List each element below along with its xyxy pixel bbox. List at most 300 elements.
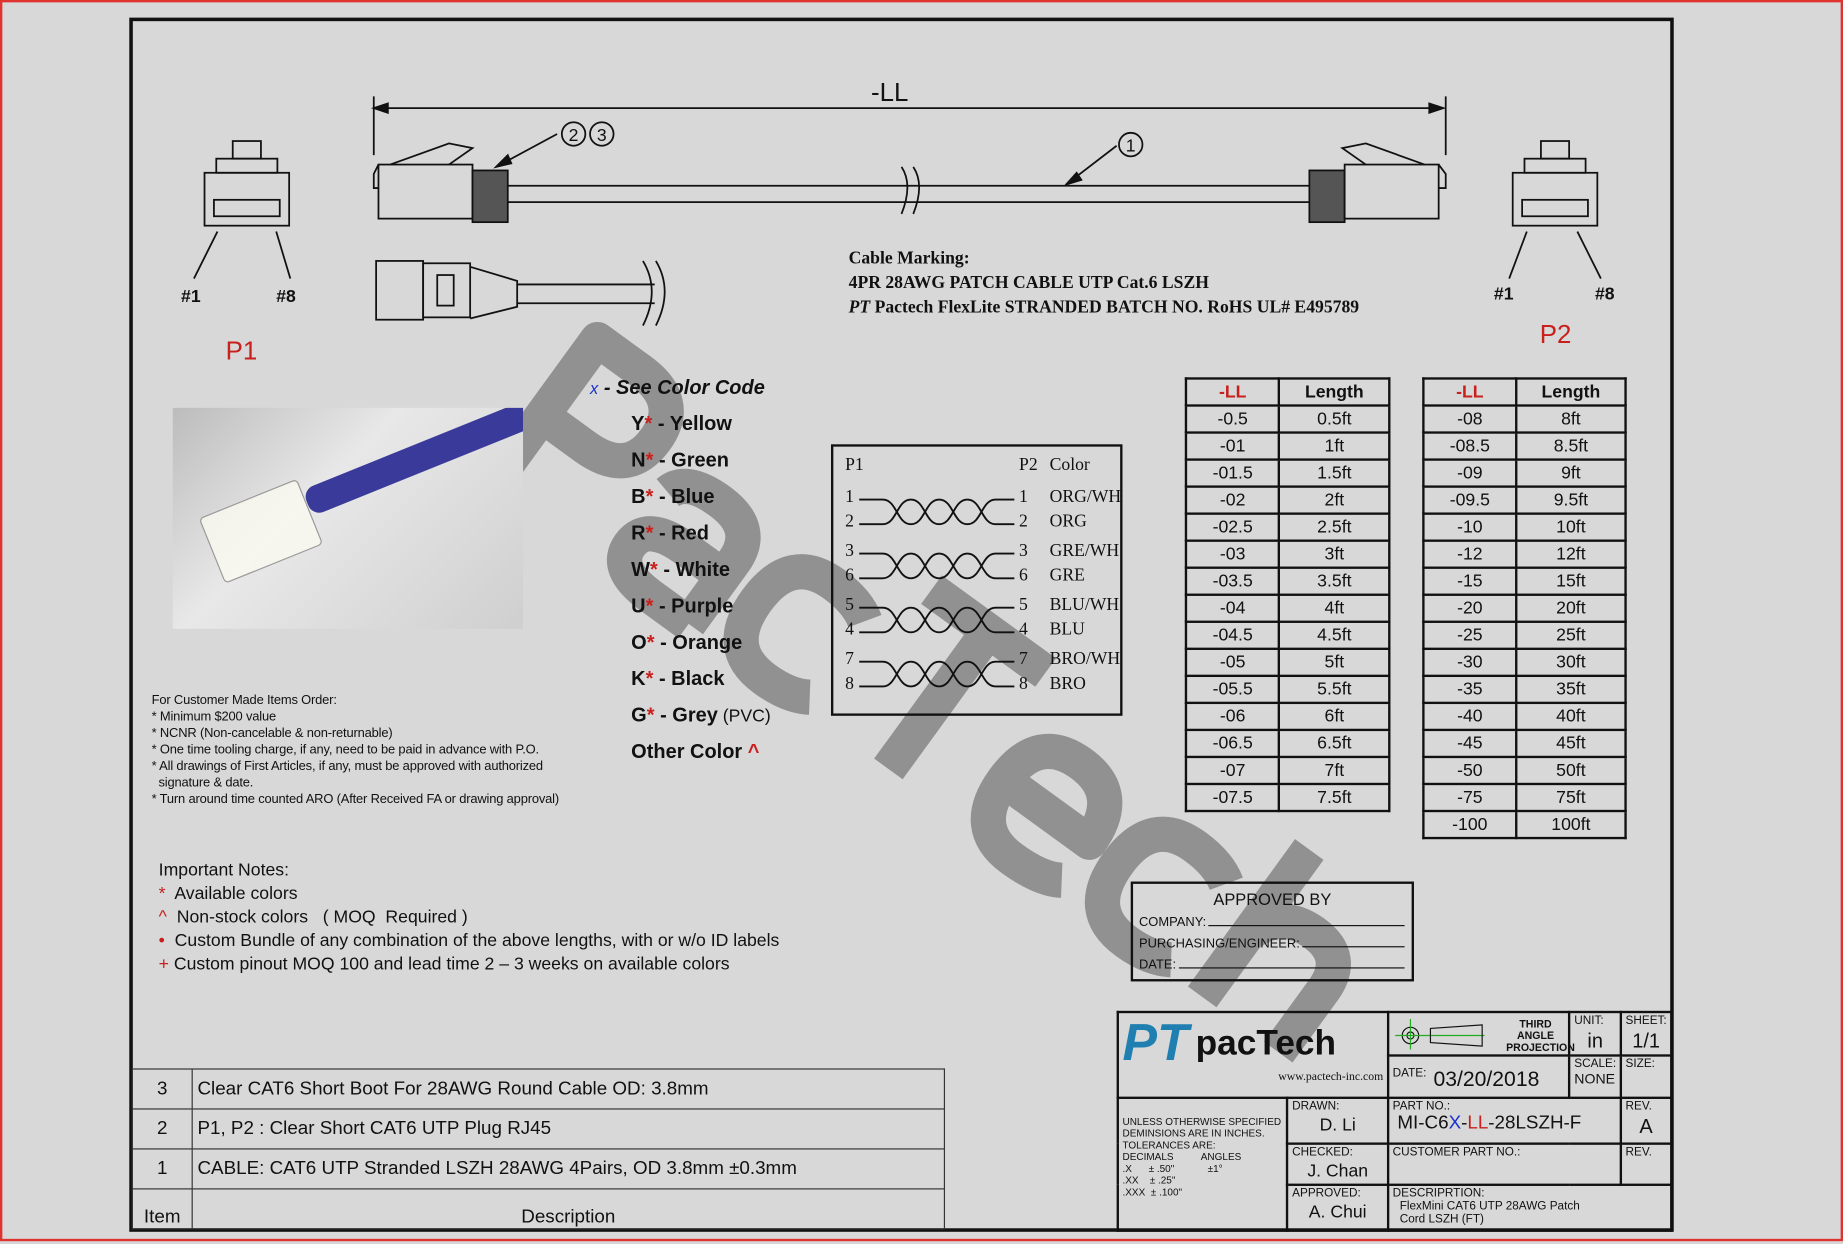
table-cell: -0.5 (1186, 406, 1279, 433)
note-mark: + (158, 954, 169, 975)
note-text: Custom Bundle of any combination of the above lengths, with or w/o ID labels (164, 930, 780, 951)
color-name: - White (657, 558, 730, 581)
p1-pin: 7 (845, 649, 854, 669)
star-mark: * (644, 412, 653, 435)
star-mark: * (645, 667, 654, 690)
color-code-item (631, 697, 771, 733)
table-cell: 50ft (1516, 757, 1625, 784)
note-mark: * (158, 883, 166, 904)
drawn-label: DRAWN: (1292, 1100, 1340, 1114)
part-ll: LL (1467, 1113, 1489, 1134)
length-dimension: -LL (870, 77, 909, 107)
tolerance-line: DECIMALS ANGLES (1122, 1150, 1242, 1163)
table-cell: -06.5 (1186, 730, 1279, 757)
bill-of-materials (132, 1068, 945, 1229)
sheet-value: 1/1 (1632, 1029, 1661, 1052)
pactech-logo-icon: PT (1122, 1014, 1189, 1072)
wire-color: ORG (1049, 512, 1087, 532)
product-photo (173, 408, 523, 629)
important-notes-title: Important Notes: (158, 860, 290, 881)
table-cell: 7ft (1279, 757, 1389, 784)
table-cell: -50 (1423, 757, 1516, 784)
approval-field (1139, 916, 1412, 930)
color-code-list (590, 369, 771, 770)
table-cell: -06 (1186, 703, 1279, 730)
item-number: 3 (132, 1069, 192, 1109)
table-cell: -07.5 (1186, 784, 1279, 811)
color-code-item (631, 551, 771, 587)
size-cell (1621, 1055, 1672, 1097)
cable-image (302, 408, 523, 516)
unit-label: UNIT: (1574, 1014, 1604, 1028)
approved-value: A. Chui (1308, 1202, 1367, 1223)
checked-label: CHECKED: (1292, 1145, 1353, 1159)
table-row (1423, 433, 1625, 460)
wire-color: ORG/WH (1049, 487, 1122, 507)
color-code-item (631, 588, 771, 624)
table-cell: 10ft (1516, 514, 1625, 541)
table-row (1186, 595, 1389, 622)
color-name: - Green (653, 448, 729, 472)
table-row (1186, 757, 1389, 784)
table-cell: -08 (1423, 406, 1516, 433)
table-cell: -100 (1423, 811, 1516, 838)
table-row (1423, 514, 1625, 541)
cable-marking (849, 247, 1359, 321)
checked-value: J. Chan (1307, 1160, 1369, 1181)
table-row (1186, 514, 1389, 541)
part-dash: - (1461, 1113, 1468, 1134)
p2-pin: 5 (1019, 595, 1028, 615)
wiring-color-label: Color (1049, 456, 1090, 475)
part-no-cell (1388, 1098, 1621, 1143)
tolerance-line: DEMINSIONS ARE IN INCHES. (1122, 1127, 1265, 1139)
customer-note: * Turn around time counted ARO (After Received FA or drawing approval) (151, 792, 559, 807)
table-row (1423, 622, 1625, 649)
note-text: Available colors (165, 883, 298, 904)
p2-label: P2 (1539, 319, 1572, 350)
scale-value: NONE (1574, 1070, 1616, 1088)
part-no-label: PART NO.: (1392, 1100, 1451, 1114)
approved-label: APPROVED: (1292, 1187, 1361, 1201)
p1-pin: 6 (845, 566, 854, 586)
color-code: O (631, 631, 647, 654)
callout-2: 2 (568, 125, 579, 146)
tolerance-line: .XXX ± .100" (1122, 1185, 1183, 1198)
color-code: G (631, 704, 647, 727)
description-label: DESCRIPRTION: (1392, 1187, 1485, 1201)
table-cell: 4.5ft (1279, 622, 1389, 649)
table-cell: -04.5 (1186, 622, 1279, 649)
table-cell: 100ft (1516, 811, 1625, 838)
table-cell: -05.5 (1186, 676, 1279, 703)
wire-color: BLU (1049, 620, 1085, 640)
table-cell: 1ft (1279, 433, 1389, 460)
p2-pin: 4 (1019, 620, 1028, 640)
wire (859, 500, 1014, 525)
table-cell: 25ft (1516, 622, 1625, 649)
table-cell: -01.5 (1186, 460, 1279, 487)
table-row (1423, 460, 1625, 487)
wiring-p1-label: P1 (845, 456, 864, 475)
length-table-2 (1422, 377, 1627, 839)
date-label: DATE: (1392, 1067, 1427, 1081)
important-note (159, 883, 780, 907)
table-header (1186, 378, 1389, 405)
approved-by-box (1131, 882, 1414, 982)
customer-notes (152, 692, 616, 807)
customer-note: signature & date. (151, 775, 254, 790)
tolerance-line: .X ± .50" ±1° (1122, 1162, 1223, 1175)
bom-row (132, 1069, 944, 1109)
table-row (1423, 595, 1625, 622)
color-code: W (631, 558, 651, 581)
table-cell: 5.5ft (1279, 676, 1389, 703)
tolerance-line: UNLESS OTHERWISE SPECIFIED (1122, 1115, 1282, 1128)
table-cell: 5ft (1279, 649, 1389, 676)
star-mark: * (650, 558, 658, 581)
scale-cell (1570, 1055, 1621, 1097)
p1-pin: 1 (845, 487, 854, 507)
checked-cell (1287, 1143, 1388, 1185)
item-description: Clear CAT6 Short Boot For 28AWG Round Cable OD: 3.8mm (192, 1069, 944, 1109)
other-color-label: Other Color (631, 740, 743, 763)
p2-pin: 7 (1019, 649, 1028, 669)
table-row (1423, 568, 1625, 595)
pt-mark: PT (848, 298, 871, 318)
table-row (1423, 676, 1625, 703)
color-code-item (631, 661, 771, 697)
color-code: Y (631, 412, 645, 435)
table-cell: -01 (1186, 433, 1279, 460)
color-name: - Grey (654, 704, 718, 727)
table-cell: -15 (1423, 568, 1516, 595)
p2-pin1-label: #1 (1493, 284, 1514, 305)
color-code: N (631, 448, 646, 472)
drawn-cell (1287, 1098, 1388, 1143)
p2-pin: 8 (1019, 674, 1028, 694)
table-row (1186, 730, 1389, 757)
table-cell: 30ft (1516, 649, 1625, 676)
wire-color: BLU/WH (1049, 595, 1120, 615)
table-cell: 20ft (1516, 595, 1625, 622)
wire (859, 662, 1014, 687)
wire (859, 554, 1014, 579)
projection-cell (1388, 1012, 1575, 1055)
table-cell: 6.5ft (1279, 730, 1389, 757)
important-note (159, 930, 780, 954)
table-cell: 8.5ft (1516, 433, 1625, 460)
x-mark: x (590, 378, 599, 398)
tolerances (1118, 1098, 1288, 1231)
table-cell: -07 (1186, 757, 1279, 784)
wire (859, 500, 1014, 525)
table-cell: 45ft (1516, 730, 1625, 757)
important-note (159, 953, 780, 977)
color-suffix: (PVC) (717, 706, 771, 727)
wiring-p2-label: P2 (1019, 456, 1038, 475)
table-cell: -08.5 (1423, 433, 1516, 460)
customer-note: * NCNR (Non-cancelable & non-returnable) (151, 726, 393, 741)
logo-cell (1118, 1012, 1388, 1098)
projection-label: THIRD ANGLE PROJECTION (1506, 1017, 1575, 1054)
sheet-cell (1621, 1012, 1672, 1055)
table-row (1423, 811, 1625, 838)
table-row (1186, 541, 1389, 568)
cable-marking-line2-text: Pactech FlexLite STRANDED BATCH NO. RoHS UL# E495789 (870, 298, 1360, 318)
color-code: B (631, 485, 646, 508)
color-name: - Orange (654, 631, 743, 654)
table-cell: 3ft (1279, 541, 1389, 568)
date-value: 03/20/2018 (1433, 1067, 1540, 1091)
note-text: Non-stock colors ( MOQ Required ) (166, 907, 468, 928)
table-cell: 40ft (1516, 703, 1625, 730)
table-row (1423, 406, 1625, 433)
table-cell: -04 (1186, 595, 1279, 622)
p1-pin: 8 (845, 674, 854, 694)
caret-mark: ^ (747, 740, 760, 763)
p1-pin: 3 (845, 541, 854, 561)
wire-color: BRO/WH (1049, 649, 1121, 669)
table-row (1423, 703, 1625, 730)
table-row (1186, 433, 1389, 460)
sheet-label: SHEET: (1625, 1014, 1667, 1028)
tolerance-line: TOLERANCES ARE: (1122, 1138, 1216, 1151)
table-row (1186, 487, 1389, 514)
date-cell (1388, 1055, 1570, 1097)
drawn-value: D. Li (1319, 1115, 1356, 1136)
table-cell: -30 (1423, 649, 1516, 676)
cable-marking-title: Cable Marking: (848, 249, 970, 268)
table-row (1423, 541, 1625, 568)
important-note (159, 906, 780, 930)
table-cell: 35ft (1516, 676, 1625, 703)
color-name: - Purple (653, 594, 734, 618)
star-mark: * (646, 704, 655, 727)
approval-field (1139, 937, 1412, 951)
table-cell: 9ft (1516, 460, 1625, 487)
table-row (1186, 460, 1389, 487)
cable-marking-line1: 4PR 28AWG PATCH CABLE UTP Cat.6 LSZH (848, 273, 1209, 293)
bom-header (132, 1189, 944, 1229)
table-cell: -25 (1423, 622, 1516, 649)
table-cell: 3.5ft (1279, 568, 1389, 595)
p2-pin8-label: #8 (1594, 284, 1615, 305)
table-header (1423, 378, 1625, 405)
table-row (1186, 622, 1389, 649)
star-mark: * (646, 631, 655, 654)
table-cell: 6ft (1279, 703, 1389, 730)
approved-cell (1287, 1185, 1388, 1231)
color-code: U (631, 594, 646, 618)
wire-color: GRE/WH (1049, 541, 1120, 561)
table-row (1423, 784, 1625, 811)
pactech-logo: pacTech (1195, 1023, 1337, 1063)
customer-note: * Minimum $200 value (151, 709, 277, 725)
third-angle-projection-icon (1393, 1014, 1499, 1049)
note-mark: ^ (158, 907, 167, 928)
p1-pin1-label: #1 (181, 286, 201, 307)
note-text: Custom pinout MOQ 100 and lead time 2 – 3 weeks on available colors (168, 954, 730, 975)
signature-line[interactable] (1302, 937, 1404, 948)
table-cell: -09.5 (1423, 487, 1516, 514)
table-row (1423, 730, 1625, 757)
part-b: -28LSZH-F (1488, 1113, 1582, 1134)
p1-pin8-label: #8 (276, 286, 296, 307)
p2-pin: 1 (1019, 487, 1028, 507)
table-cell: -09 (1423, 460, 1516, 487)
p2-pin: 3 (1019, 541, 1028, 561)
color-code-item (631, 406, 771, 442)
signature-line[interactable] (1178, 958, 1404, 969)
description-cell (1388, 1185, 1671, 1231)
color-code-item (631, 478, 771, 514)
scale-label: SCALE: (1574, 1057, 1617, 1071)
p2-pin: 6 (1019, 566, 1028, 586)
color-code: R (631, 521, 646, 545)
p1-pin: 5 (845, 595, 854, 615)
tolerance-line: .XX ± .25" (1122, 1174, 1176, 1186)
customer-note: For Customer Made Items Order: (151, 693, 337, 708)
table-row (1186, 649, 1389, 676)
table-row (1186, 568, 1389, 595)
table-cell: 9.5ft (1516, 487, 1625, 514)
table-row (1186, 703, 1389, 730)
table-row (1423, 757, 1625, 784)
part-no-value (1397, 1113, 1581, 1133)
wire (859, 608, 1014, 633)
color-code-item (631, 442, 771, 478)
table-cell: -40 (1423, 703, 1516, 730)
p2-pin: 2 (1019, 512, 1028, 532)
bom-row (132, 1149, 944, 1189)
rev-value: A (1639, 1115, 1653, 1138)
table-cell: -02 (1186, 487, 1279, 514)
table-cell: -20 (1423, 595, 1516, 622)
customer-note: * One time tooling charge, if any, need to be paid in advance with P.O. (151, 742, 539, 757)
customer-part-label: CUSTOMER PART NO.: (1392, 1145, 1521, 1159)
color-code: K (631, 667, 646, 690)
table-row (1186, 784, 1389, 811)
color-code-header-row (590, 369, 771, 405)
column-header: Length (1516, 378, 1625, 405)
wire-color: BRO (1049, 674, 1086, 694)
color-name: - Blue (653, 485, 715, 508)
table-cell: 0.5ft (1279, 406, 1389, 433)
table-cell: 4ft (1279, 595, 1389, 622)
wire-color: GRE (1049, 566, 1085, 586)
signature-line[interactable] (1209, 916, 1405, 927)
important-notes (159, 859, 780, 977)
table-cell: 75ft (1516, 784, 1625, 811)
approval-field (1139, 958, 1412, 972)
table-row (1186, 676, 1389, 703)
wire (859, 554, 1014, 579)
item-header: Item (132, 1189, 192, 1229)
rev2-cell (1621, 1143, 1672, 1185)
star-mark: * (645, 448, 654, 472)
rev-label: REV. (1625, 1100, 1652, 1114)
part-a: MI-C6 (1397, 1113, 1449, 1134)
item-description: P1, P2 : Clear Short CAT6 UTP Plug RJ45 (192, 1109, 944, 1149)
color-code-item (631, 624, 771, 660)
star-mark: * (645, 594, 654, 618)
table-row (1186, 406, 1389, 433)
column-header: Length (1279, 378, 1389, 405)
unit-value: in (1587, 1029, 1603, 1052)
column-header: -LL (1423, 378, 1516, 405)
p1-pin: 2 (845, 512, 854, 532)
rev2-label: REV. (1625, 1145, 1652, 1159)
size-label: SIZE: (1625, 1057, 1655, 1071)
approval-field-label: COMPANY: (1138, 915, 1207, 930)
bom-row (132, 1109, 944, 1149)
table-cell: 15ft (1516, 568, 1625, 595)
color-code-item (631, 515, 771, 551)
table-cell: 12ft (1516, 541, 1625, 568)
table-cell: -05 (1186, 649, 1279, 676)
table-cell: -03.5 (1186, 568, 1279, 595)
table-cell: -35 (1423, 676, 1516, 703)
wiring-diagram (831, 444, 1122, 716)
table-cell: -75 (1423, 784, 1516, 811)
customer-part-cell (1388, 1143, 1621, 1185)
title-block (1117, 1011, 1673, 1232)
star-mark: * (645, 485, 654, 508)
callout-1: 1 (1125, 135, 1136, 156)
table-cell: -03 (1186, 541, 1279, 568)
table-cell: 2.5ft (1279, 514, 1389, 541)
approved-by-title: APPROVED BY (1213, 889, 1332, 909)
item-number: 1 (132, 1149, 192, 1189)
p1-label: P1 (225, 336, 258, 366)
table-cell: 1.5ft (1279, 460, 1389, 487)
item-number: 2 (132, 1109, 192, 1149)
star-mark: * (645, 521, 654, 545)
table-cell: 7.5ft (1279, 784, 1389, 811)
color-name: - Black (653, 667, 725, 690)
table-cell: 2ft (1279, 487, 1389, 514)
table-cell: 8ft (1516, 406, 1625, 433)
table-row (1423, 649, 1625, 676)
wire (859, 662, 1014, 687)
table-cell: -45 (1423, 730, 1516, 757)
approval-field-label: PURCHASING/ENGINEER: (1138, 936, 1300, 951)
wire (859, 608, 1014, 633)
column-header: -LL (1186, 378, 1279, 405)
cable-marking-line2 (849, 296, 1359, 321)
table-cell: -12 (1423, 541, 1516, 568)
website: www.pactech-inc.com (1278, 1070, 1384, 1084)
item-description: CABLE: CAT6 UTP Stranded LSZH 28AWG 4Pairs, OD 3.8mm ±0.3mm (192, 1149, 944, 1189)
description-header: Description (192, 1189, 944, 1229)
note-mark: • (158, 930, 165, 951)
length-table-1 (1185, 377, 1391, 812)
rev-cell (1621, 1098, 1672, 1143)
color-name: - Yellow (652, 412, 732, 435)
color-code-header: - See Color Code (598, 376, 765, 399)
description-value: FlexMini CAT6 UTP 28AWG Patch Cord LSZH (FT) (1399, 1200, 1580, 1227)
callout-3: 3 (596, 125, 607, 146)
table-cell: -02.5 (1186, 514, 1279, 541)
color-name: - Red (653, 521, 709, 545)
table-cell: -10 (1423, 514, 1516, 541)
approval-field-label: DATE: (1138, 957, 1177, 973)
unit-cell (1570, 1012, 1621, 1055)
part-x: X (1448, 1113, 1462, 1134)
other-color (590, 733, 771, 769)
customer-note: * All drawings of First Articles, if any, must be approved with authorized (151, 759, 543, 774)
